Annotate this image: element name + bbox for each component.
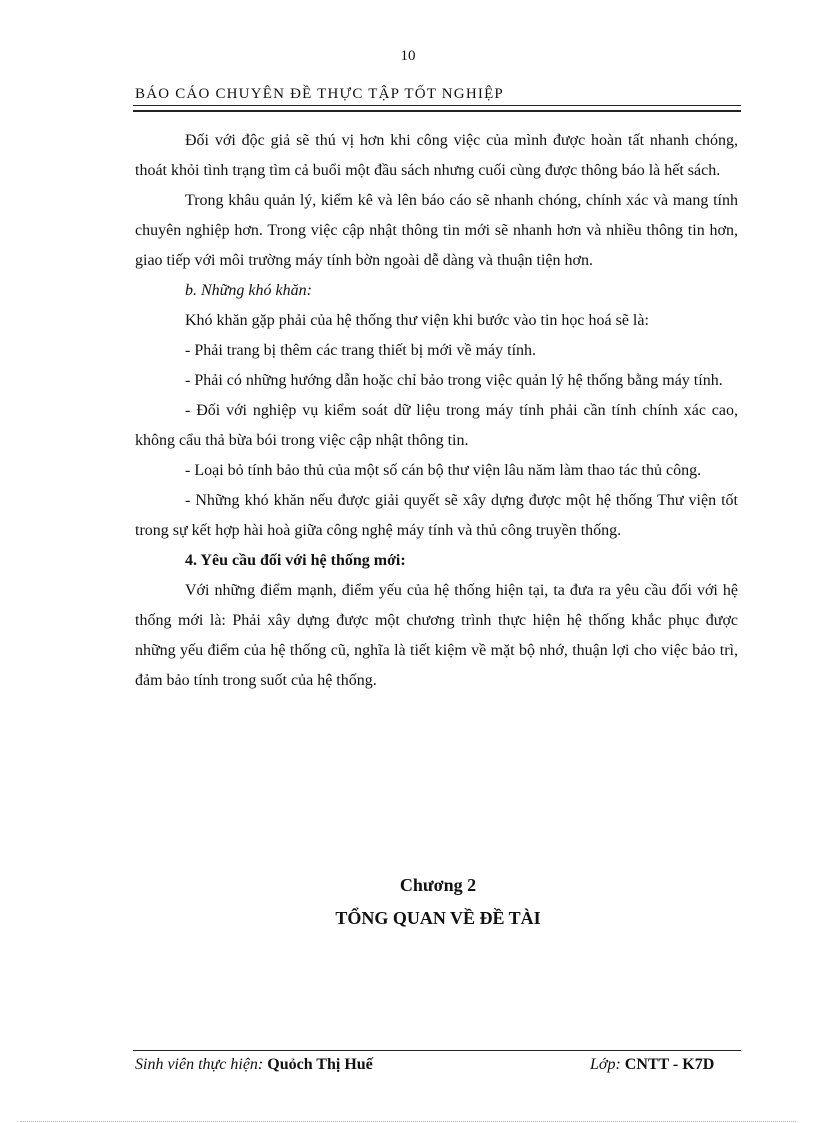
paragraph-reader-benefit: Đối với độc giả sẽ thú vị hơn khi công việc của mình được hoàn tất nhanh chóng, thoát khỏi tình trạng tìm cả buổi một đầu sách nhưng cuối cùng được thông báo là hết sách. [135, 132, 738, 179]
footer-class-label: Lớp: [590, 1056, 621, 1073]
header-divider [133, 105, 741, 112]
footer-student [135, 1056, 373, 1074]
footer-class [590, 1056, 714, 1074]
list-item-data-accuracy: - Đối với nghiệp vụ kiểm soát dữ liệu trong máy tính phải cần tính chính xác cao, không cẩu thả bừa bói trong việc cập nhật thông tin. [135, 402, 738, 449]
chapter-title: TỔNG QUAN VỀ ĐỀ TÀI [335, 908, 541, 928]
footer-divider [133, 1050, 741, 1051]
paragraph-difficulties-intro: Khó khăn gặp phải của hệ thống thư viện khi bước vào tin học hoá sẽ là: [185, 312, 649, 329]
list-item-resolution: - Những khó khăn nếu được giải quyết sẽ xây dựng được một hệ thống Thư viện tốt trong sự kết hợp hài hoà giữa công nghệ máy tính và thủ công truyền thống. [135, 492, 738, 539]
list-item-conservatism: - Loại bỏ tính bảo thủ của một số cán bộ thư viện lâu năm làm thao tác thủ công. [185, 462, 702, 479]
report-header-title: BÁO CÁO CHUYÊN ĐỀ THỰC TẬP TỐT NGHIỆP [135, 86, 504, 102]
footer-class-value: CNTT - K7D [624, 1056, 715, 1073]
footer-student-name: Quỏch Thị Huế [267, 1056, 373, 1073]
body-text [135, 126, 738, 696]
chapter-number: Chương 2 [399, 875, 477, 895]
list-item-equipment: - Phải trang bị thêm các trang thiết bị mới về máy tính. [185, 342, 537, 359]
page-bottom-edge [20, 1121, 796, 1122]
subheading-difficulties: b. Những khó khăn: [185, 282, 312, 299]
list-item-guidance: - Phải có những hướng dẫn hoặc chỉ bảo trong việc quản lý hệ thống bằng máy tính. [185, 372, 723, 389]
paragraph-requirements: Với những điểm mạnh, điểm yếu của hệ thống hiện tại, ta đưa ra yêu cầu đối với hệ thống mới là: Phải xây dựng được một chương trình thực hiện hệ thống khắc phục được những yếu điểm của hệ thống cũ, nghĩa là tiết kiệm về mặt bộ nhớ, thuận lợi cho việc bảo trì, đảm bảo tính trong suốt của hệ thống. [135, 582, 738, 689]
heading-new-system-requirements: 4. Yêu cầu đối với hệ thống mới: [185, 552, 406, 569]
page-number: 10 [400, 48, 416, 64]
paragraph-management-benefit: Trong khâu quản lý, kiểm kê và lên báo cáo sẽ nhanh chóng, chính xác và mang tính chuyên nghiệp hơn. Trong việc cập nhật thông tin mới sẽ nhanh hơn và nhiều thông tin hơn, giao tiếp với môi trường máy tính bờn ngoài dễ dàng và thuận tiện hơn. [135, 192, 738, 269]
footer-student-label: Sinh viên thực hiện: [135, 1056, 264, 1073]
